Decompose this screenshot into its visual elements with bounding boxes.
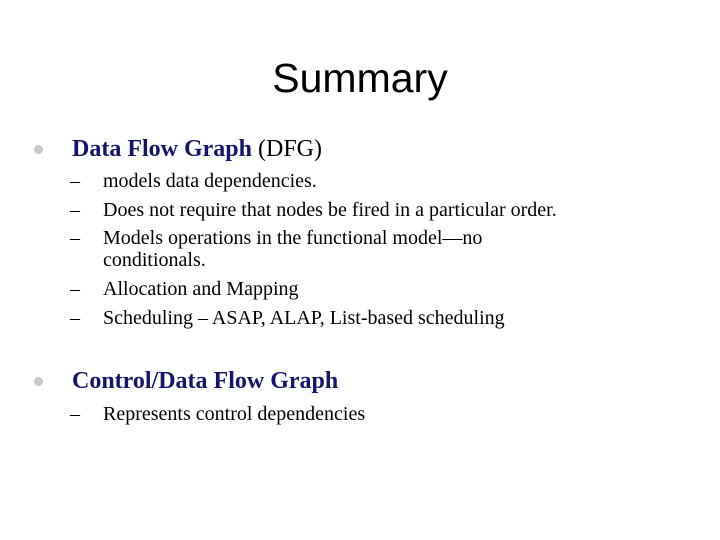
subitem-text: Allocation and Mapping (103, 278, 299, 300)
bullet-dot-icon (34, 377, 43, 386)
bullet-text (72, 135, 322, 163)
subitem-text: Scheduling – ASAP, ALAP, List-based scheduling (103, 307, 505, 329)
subitem-continuation-text: conditionals. (103, 249, 206, 271)
dash-icon: – (70, 403, 80, 425)
slide-title: Summary (272, 55, 448, 101)
bullet-dot-icon (34, 145, 43, 154)
dash-icon: – (70, 170, 80, 192)
bullet-text (72, 367, 338, 395)
dash-icon: – (70, 227, 80, 249)
subitem-text: Represents control dependencies (103, 403, 366, 425)
subitem-text: Models operations in the functional model—no (103, 227, 483, 249)
bullet-suffix: (DFG) (252, 136, 322, 162)
subitem-text: Does not require that nodes be fired in a particular order. (103, 199, 557, 221)
dash-icon: – (70, 278, 80, 300)
bullet-bold-label: Data Flow Graph (72, 136, 252, 162)
bullet-bold-label: Control/Data Flow Graph (72, 368, 339, 394)
subitem-text: models data dependencies. (103, 170, 317, 192)
dash-icon: – (70, 307, 80, 329)
dash-icon: – (70, 199, 80, 221)
